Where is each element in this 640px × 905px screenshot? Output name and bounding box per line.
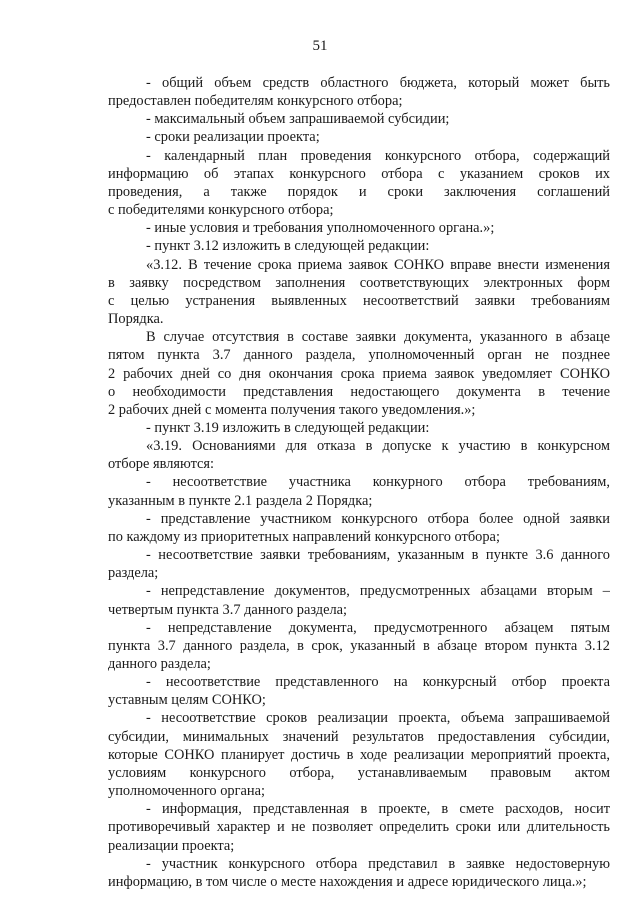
text-line: с целью устранения выявленных несоответствий заявки требованиям — [108, 292, 610, 309]
text-line: - максимальный объем запрашиваемой субсидии; — [146, 111, 450, 128]
text-line: - непредставление документов, предусмотренных абзацами вторым – — [146, 583, 610, 600]
text-line: - несоответствие представленного на конкурсный отбор проекта — [146, 674, 610, 691]
text-line: в заявку посредством заполнения соответствующих электронных форм — [108, 274, 610, 291]
text-line: - несоответствие заявки требованиям, указанным в пункте 3.6 данного — [146, 547, 610, 564]
text-line: пятом пункта 3.7 данного раздела, уполномоченный орган не позднее — [108, 347, 610, 364]
text-line: «3.19. Основаниями для отказа в допуске к участию в конкурсном — [146, 438, 610, 455]
text-line: субсидии, минимальных значений результатов предоставления субсидии, — [108, 728, 610, 745]
paragraph — [108, 219, 610, 237]
text-line: В случае отсутствия в составе заявки документа, указанного в абзаце — [146, 329, 610, 346]
text-line: четвертым пункта 3.7 данного раздела; — [108, 601, 348, 618]
text-line: предоставлен победителям конкурсного отбора; — [108, 93, 403, 110]
text-line: 2 рабочих дней с момента получения такого уведомления.»; — [108, 401, 476, 418]
text-line: - непредставление документа, предусмотренного абзацем пятым — [146, 619, 610, 636]
text-line: уставным целям СОНКО; — [108, 692, 266, 709]
page-number: 51 — [312, 38, 328, 54]
text-line: - несоответствие сроков реализации проекта, объема запрашиваемой — [146, 710, 610, 727]
paragraph — [108, 546, 610, 582]
text-line: которые СОНКО планирует достичь в ходе реализации мероприятий проекта, — [108, 746, 610, 763]
text-line: данного раздела; — [108, 656, 211, 672]
text-line: о необходимости представления недостающего документа в течение — [108, 383, 610, 400]
text-line: указанным в пункте 2.1 раздела 2 Порядка; — [108, 492, 373, 509]
text-line: условиям конкурсного отбора, устанавливаемым правовым актом — [108, 764, 610, 781]
paragraph — [108, 328, 610, 419]
text-line: - информация, представленная в проекте, в смете расходов, носит — [146, 801, 610, 818]
text-line: «3.12. В течение срока приема заявок СОНКО вправе внести изменения — [146, 256, 610, 273]
text-line: - общий объем средств областного бюджета, который может быть — [146, 75, 610, 91]
paragraph — [108, 619, 610, 673]
text-line: раздела; — [108, 565, 159, 582]
text-line: - представление участником конкурсного отбора более одной заявки — [146, 510, 610, 527]
text-line: проведения, а также порядок и сроки заключения соглашений — [108, 183, 610, 200]
text-line: уполномоченного органа; — [108, 783, 265, 800]
text-line: информацию, в том числе о месте нахождения и адресе юридического лица.»; — [108, 873, 587, 890]
paragraph — [108, 582, 610, 618]
paragraph — [108, 473, 610, 509]
text-line: - пункт 3.12 изложить в следующей редакции: — [146, 238, 430, 255]
paragraph — [108, 437, 610, 473]
paragraph — [108, 800, 610, 854]
text-line: - участник конкурсного отбора представил в заявке недостоверную — [146, 855, 610, 872]
text-line: Порядка. — [108, 311, 164, 328]
text-line: 2 рабочих дней со дня окончания срока приема заявок уведомляет СОНКО — [108, 365, 610, 382]
paragraph — [108, 237, 610, 255]
text-line: - несоответствие участника конкурного отбора требованиям, — [146, 474, 610, 491]
text-line: по каждому из приоритетных направлений конкурсного отбора; — [108, 528, 500, 545]
text-line: отборе являются: — [108, 456, 215, 473]
paragraph — [108, 419, 610, 437]
paragraph — [108, 510, 610, 546]
paragraph — [108, 256, 610, 329]
text-line: информацию об этапах конкурсного отбора с указанием сроков их — [108, 165, 610, 182]
text-line: - иные условия и требования уполномоченного органа.»; — [146, 220, 495, 237]
text-line: - пункт 3.19 изложить в следующей редакции: — [146, 419, 430, 436]
text-line: пункта 3.7 данного раздела, в срок, указанный в абзаце втором пункта 3.12 — [108, 637, 610, 654]
paragraph — [108, 74, 610, 110]
paragraph — [108, 128, 610, 146]
paragraph — [108, 673, 610, 709]
text-line: противоречивый характер и не позволяет определить сроки или длительность — [108, 819, 610, 836]
text-line: с победителями конкурсного отбора; — [108, 202, 334, 219]
text-line: - календарный план проведения конкурсного отбора, содержащий — [146, 147, 610, 164]
paragraph — [108, 709, 610, 800]
paragraph — [108, 855, 610, 891]
text-line: - сроки реализации проекта; — [146, 129, 320, 146]
paragraph — [108, 110, 610, 128]
text-line: реализации проекта; — [108, 837, 235, 854]
paragraph — [108, 147, 610, 220]
document-body — [108, 74, 610, 891]
